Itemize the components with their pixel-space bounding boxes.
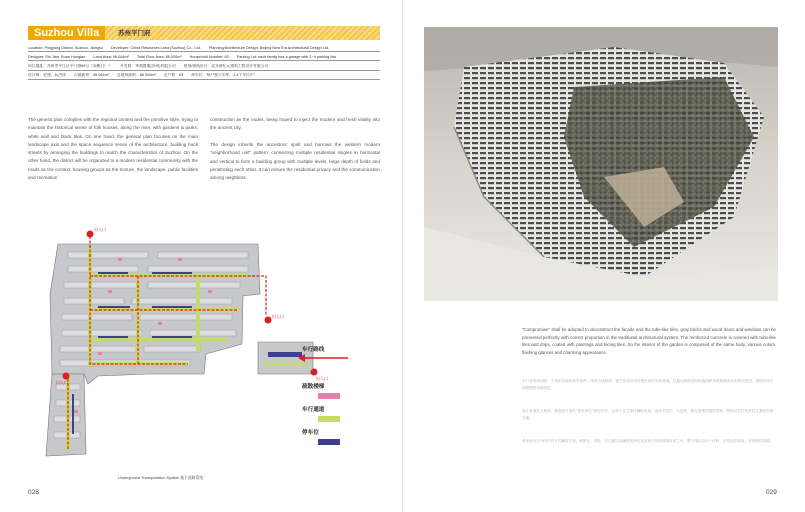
- legend-label-vehicle-route: 车行路线: [302, 347, 325, 353]
- entrance-label: 出入口: [316, 376, 328, 381]
- info-row: Location: Pingjiang District, Suzhou, Jiangsu Developer: China Resources Land (Suzhou) Co., Ltd. Planning/Architecture Design: Beijing New Era Architectural Design Ltd.: [28, 46, 380, 52]
- legend-label-parking: 停车位: [302, 430, 319, 436]
- right-body-text: "Compromise" shall be adopted to deconstruct the facade and the tube-like tiles, gray bricks and wood doors and windows can be presented perfectly with correct proportion in the traditional architectural system. The reinforced concrete is covered with tube-like tiles and drips, coated with paintings and facing tiles. So the interior of the garden is composed of the same body, various colors, flashing glances and charming appearance.: [522, 327, 776, 355]
- page-number-right: 029: [766, 489, 777, 496]
- legend-label-driveway: 车行通道: [302, 407, 325, 413]
- body-text-column-2a: construction as the nodes, being hoped to inject the modern and fresh vitality into the ancient city.: [210, 117, 380, 131]
- page-number-left: 028: [28, 489, 39, 496]
- right-body-text-cn-2: 设计秉承先人精神，借鉴西方现代"邻里单位"规划手法，以多个住宅单体横纵相连，组成多层次、大进深、相互渗透的建筑群体，既保证居住私密性又兼顾邻里交流。: [522, 409, 774, 421]
- entrance-label: 出入口: [272, 314, 284, 319]
- entrance-label: 出入口: [56, 380, 68, 385]
- right-body-text-cn-3: 单体设计以"妥协"的方式解构立面，使筒瓦、青砖、木门窗以正确的比例完美呈现于传统建筑体系之中，整个园区由同一体块、多样色彩构成，呈现别样风貌。: [522, 439, 774, 443]
- right-body-text-cn-1: 平门府的规划统一方案依托地块现有条件，传承古城肌理，意在营造苏州传统民居的空间意境，以通达的街巷和院落组织形成错落有致的居住组团，展现苏州古城独特的风貌特征。: [522, 379, 774, 391]
- page-gutter: [402, 0, 403, 512]
- page-title: Suzhou Villa: [28, 26, 105, 40]
- legend-swatch-evacuation-stairs: [318, 393, 340, 399]
- aerial-rendering: [424, 27, 778, 301]
- body-text-column-1: The general plan complies with the regional context and the primitive style, trying to maintain the historical sense of folk houses, along the river, with gardens & parks, white wall and black tiles. On one hand, the general plan focuses on the main landscape axis and the space sequence sense of the architecture, building back streets by arranging the buildings to match the characteristics of Suzhou. On the other hand, the district will be organized to a modern residential community with the roads as the context, housing groups as the texture, the landscape, public facilities and recreation: [28, 117, 198, 181]
- info-row-cn: 设计师：史建，阮洪涛 占地面积：96 064m² 总建筑面积：86 000m² 总户数：63 停车位：每户独立车库，2-4个车位/户: [28, 73, 380, 80]
- info-row-cn: 项目地址：苏州市平江区平门路69号（原桃门厂） 开发商：华润置地(苏州)有限公司 规划/建筑设计：北京新纪元建筑工程设计有限公司: [28, 64, 380, 71]
- body-text-column-2b: The design inherits the ancestors' spirit and borrows the western modern "neighborhood unit" pattern: connecting multiple residential singles in horizontal and vertical to form a building group with multiple levels, large depth of fields and penetrating each other. It can ensure the residential privacy and the communication among neighbors.: [210, 142, 380, 181]
- page-title-cn: 苏州平门府: [118, 29, 151, 37]
- entrance-label: 出入口: [94, 227, 106, 232]
- legend-swatch-parking: [318, 439, 340, 445]
- figure-caption: Underground Transportation System 地下道路系统: [118, 476, 204, 480]
- legend-swatch-driveway: [318, 416, 340, 422]
- info-row: Designer: Shi Jian, Ruan Hongtao Land Area: 96,064m² Total Floor Area: 86,000m² Household Number: 63 Parking Lot: each family has a garage with 2~4 parking lots: [28, 55, 380, 61]
- legend-label-evacuation-stairs: 疏散楼梯: [302, 384, 325, 390]
